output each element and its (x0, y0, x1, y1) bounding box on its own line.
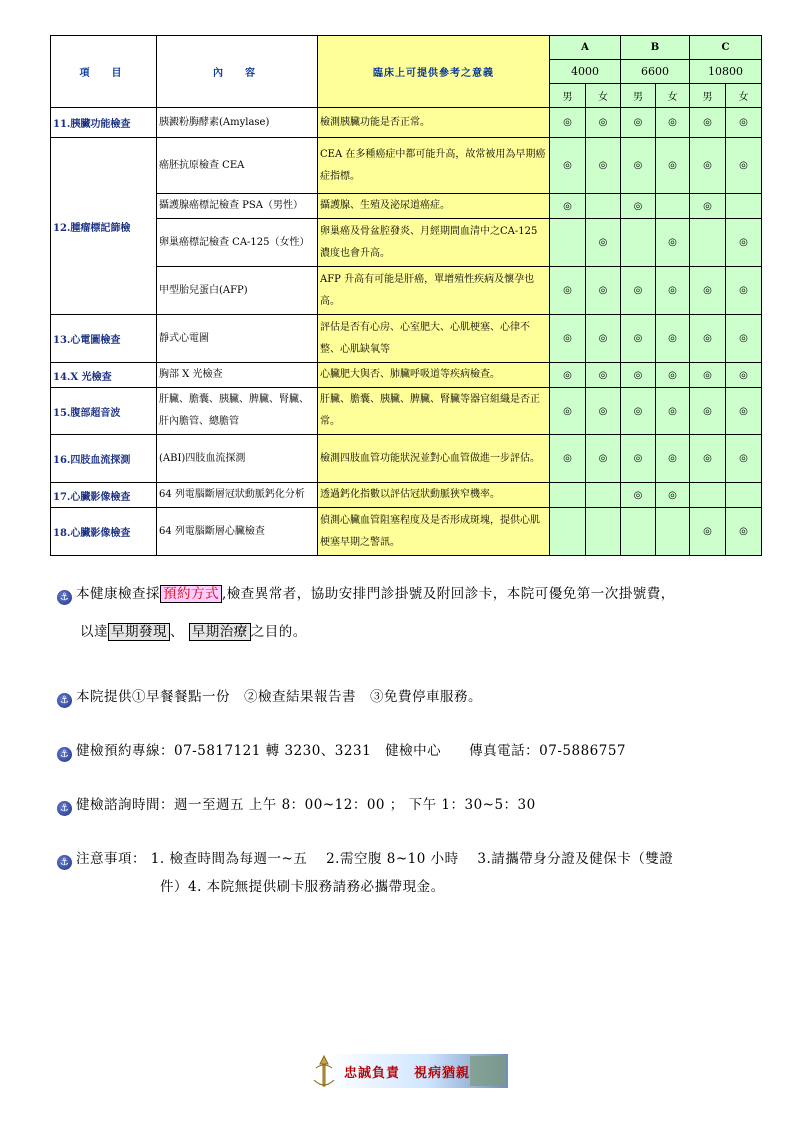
item-content: 肝臟、膽囊、胰臟、脾臟、腎臟、肝內膽管、總膽管 (157, 388, 318, 435)
included-mark: ◎ (586, 138, 621, 194)
plan-b-name: B (621, 36, 690, 60)
header-male: 男 (550, 84, 586, 108)
note-attention: ⚓ 注意事項： 1. 檢查時間為每週一~五 2.需空腹 8~10 小時 3.請攜帶身分證及健保卡（雙證 (57, 847, 757, 870)
anchor-icon: ⚓ (57, 693, 72, 708)
table-row (51, 219, 762, 267)
header-meaning: 臨床上可提供參考之意義 (318, 36, 550, 108)
empty-cell (586, 508, 621, 556)
empty-cell (656, 194, 690, 219)
included-mark: ◎ (656, 138, 690, 194)
item-name: 11.胰臟功能檢查 (51, 108, 157, 138)
table-row (51, 508, 762, 556)
clinical-meaning: CEA 在多種癌症中都可能升高，故常被用為早期癌症指標。 (318, 138, 550, 194)
note-services: ⚓ 本院提供①早餐餐點一份 ②檢查結果報告書 ③免費停車服務。 (57, 685, 482, 708)
footer-slogan: 忠誠負責 視病猶親 (344, 1066, 471, 1081)
clinical-meaning: 評估是否有心房、心室肥大、心肌梗塞、心律不整、心肌缺氧等 (318, 315, 550, 363)
included-mark: ◎ (550, 267, 586, 315)
item-content: 攝護腺癌標記檢查 PSA（男性） (157, 194, 318, 219)
included-mark: ◎ (726, 219, 762, 267)
anchor-icon: ⚓ (57, 801, 72, 816)
item-content: 癌胚抗原檢查 CEA (157, 138, 318, 194)
included-mark: ◎ (621, 435, 656, 483)
included-mark: ◎ (586, 108, 621, 138)
included-mark: ◎ (690, 138, 726, 194)
empty-cell (726, 483, 762, 508)
included-mark: ◎ (550, 363, 586, 388)
note-hours: ⚓ 健檢諮詢時間：週一至週五 上午 8：00~12：00 ； 下午 1：30~5：30 (57, 793, 536, 816)
header-female: 女 (656, 84, 690, 108)
included-mark: ◎ (586, 363, 621, 388)
appointment-highlight: 預約方式 (160, 585, 222, 603)
item-content: 甲型胎兒蛋白(AFP) (157, 267, 318, 315)
note-appointment-cont: 以達 早期發現 、 早期治療 之目的。 (80, 624, 307, 640)
clinical-meaning: 肝臟、膽囊、胰臟、脾臟、腎臟等器官組織是否正常。 (318, 388, 550, 435)
note-appointment: ⚓ 本健康檢查採 預約方式 ,檢查異常者，協助安排門診掛號及附回診卡，本院可優免第一次掛號費， (57, 582, 675, 605)
table-row (51, 267, 762, 315)
table-row (51, 435, 762, 483)
included-mark: ◎ (726, 363, 762, 388)
included-mark: ◎ (621, 363, 656, 388)
early-detection-highlight: 早期發現 (108, 623, 170, 641)
clinical-meaning: 卵巢癌及骨盆腔發炎、月經期間血清中之CA-125 濃度也會升高。 (318, 219, 550, 267)
header-female: 女 (726, 84, 762, 108)
clinical-meaning: AFP 升高有可能是肝癌，單增殖性疾病及懷孕也高。 (318, 267, 550, 315)
plan-c-price: 10800 (690, 60, 762, 84)
item-name: 13.心電圖檢查 (51, 315, 157, 363)
empty-cell (656, 508, 690, 556)
clinical-meaning: 心臟肥大與否、肺臟呼吸道等疾病檢查。 (318, 363, 550, 388)
included-mark: ◎ (726, 267, 762, 315)
note-phone: ⚓ 健檢預約專線：07-5817121 轉 3230、3231 健檢中心 傳真電話：07-5886757 (57, 739, 626, 762)
included-mark: ◎ (550, 138, 586, 194)
included-mark: ◎ (656, 219, 690, 267)
item-content: 胰澱粉脢酵素(Amylase) (157, 108, 318, 138)
included-mark: ◎ (621, 108, 656, 138)
item-content: (ABI)四肢血流探測 (157, 435, 318, 483)
empty-cell (690, 219, 726, 267)
item-name: 14.X 光檢查 (51, 363, 157, 388)
empty-cell (550, 219, 586, 267)
included-mark: ◎ (550, 435, 586, 483)
item-content: 胸部 X 光檢查 (157, 363, 318, 388)
empty-cell (550, 483, 586, 508)
included-mark: ◎ (726, 138, 762, 194)
item-content: 卵巢癌標記檢查 CA-125（女性） (157, 219, 318, 267)
included-mark: ◎ (586, 267, 621, 315)
item-content: 64 列電腦斷層心臟檢查 (157, 508, 318, 556)
table-row (51, 483, 762, 508)
item-content: 64 列電腦斷層冠狀動脈鈣化分析 (157, 483, 318, 508)
clinical-meaning: 攝護腺、生殖及泌尿道癌症。 (318, 194, 550, 219)
included-mark: ◎ (690, 108, 726, 138)
table-row (51, 138, 762, 194)
anchor-icon: ⚓ (57, 747, 72, 762)
table-row (51, 388, 762, 435)
plan-c-name: C (690, 36, 762, 60)
included-mark: ◎ (656, 315, 690, 363)
clinical-meaning: 透過鈣化指數以評估冠狀動脈狹窄機率。 (318, 483, 550, 508)
empty-cell (586, 194, 621, 219)
included-mark: ◎ (586, 219, 621, 267)
plan-a-price: 4000 (550, 60, 621, 84)
empty-cell (586, 483, 621, 508)
clinical-meaning: 檢測胰臟功能是否正常。 (318, 108, 550, 138)
included-mark: ◎ (656, 363, 690, 388)
early-treatment-highlight: 早期治療 (189, 623, 251, 641)
included-mark: ◎ (621, 388, 656, 435)
included-mark: ◎ (550, 108, 586, 138)
included-mark: ◎ (621, 267, 656, 315)
included-mark: ◎ (656, 388, 690, 435)
included-mark: ◎ (726, 108, 762, 138)
included-mark: ◎ (690, 508, 726, 556)
header-female: 女 (586, 84, 621, 108)
included-mark: ◎ (550, 194, 586, 219)
included-mark: ◎ (621, 194, 656, 219)
included-mark: ◎ (690, 194, 726, 219)
plan-b-price: 6600 (621, 60, 690, 84)
table-row (51, 108, 762, 138)
clinical-meaning: 偵測心臟血管阻塞程度及是否形成斑塊，提供心肌梗塞早期之警訊。 (318, 508, 550, 556)
included-mark: ◎ (586, 435, 621, 483)
empty-cell (621, 508, 656, 556)
empty-cell (726, 194, 762, 219)
table-row (51, 194, 762, 219)
item-name: 15.腹部超音波 (51, 388, 157, 435)
empty-cell (690, 483, 726, 508)
clinical-meaning: 檢測四肢血管功能狀況並對心血管做進一步評估。 (318, 435, 550, 483)
included-mark: ◎ (621, 315, 656, 363)
included-mark: ◎ (726, 388, 762, 435)
included-mark: ◎ (656, 483, 690, 508)
item-name: 17.心臟影像檢查 (51, 483, 157, 508)
header-item: 項 目 (51, 36, 157, 108)
anchor-icon: ⚓ (57, 590, 72, 605)
table-row (51, 315, 762, 363)
included-mark: ◎ (621, 483, 656, 508)
included-mark: ◎ (656, 267, 690, 315)
header-male: 男 (690, 84, 726, 108)
header-male: 男 (621, 84, 656, 108)
included-mark: ◎ (726, 315, 762, 363)
table-row (51, 363, 762, 388)
anchor-icon: ⚓ (57, 855, 72, 870)
hospital-logo (310, 1050, 510, 1092)
included-mark: ◎ (690, 363, 726, 388)
included-mark: ◎ (726, 508, 762, 556)
plan-a-name: A (550, 36, 621, 60)
included-mark: ◎ (550, 388, 586, 435)
included-mark: ◎ (586, 388, 621, 435)
included-mark: ◎ (656, 108, 690, 138)
included-mark: ◎ (586, 315, 621, 363)
included-mark: ◎ (656, 435, 690, 483)
item-name: 16.四肢血流探測 (51, 435, 157, 483)
header-content: 內 容 (157, 36, 318, 108)
item-name: 18.心臟影像檢查 (51, 508, 157, 556)
included-mark: ◎ (690, 267, 726, 315)
included-mark: ◎ (550, 315, 586, 363)
included-mark: ◎ (690, 388, 726, 435)
included-mark: ◎ (726, 435, 762, 483)
included-mark: ◎ (690, 435, 726, 483)
health-check-table (50, 35, 762, 556)
included-mark: ◎ (621, 138, 656, 194)
included-mark: ◎ (690, 315, 726, 363)
empty-cell (550, 508, 586, 556)
empty-cell (621, 219, 656, 267)
item-content: 靜式心電圖 (157, 315, 318, 363)
note-attention-cont: 件）4. 本院無提供刷卡服務請務必攜帶現金。 (160, 879, 445, 895)
item-name: 12.腫瘤標記篩檢 (51, 138, 157, 315)
